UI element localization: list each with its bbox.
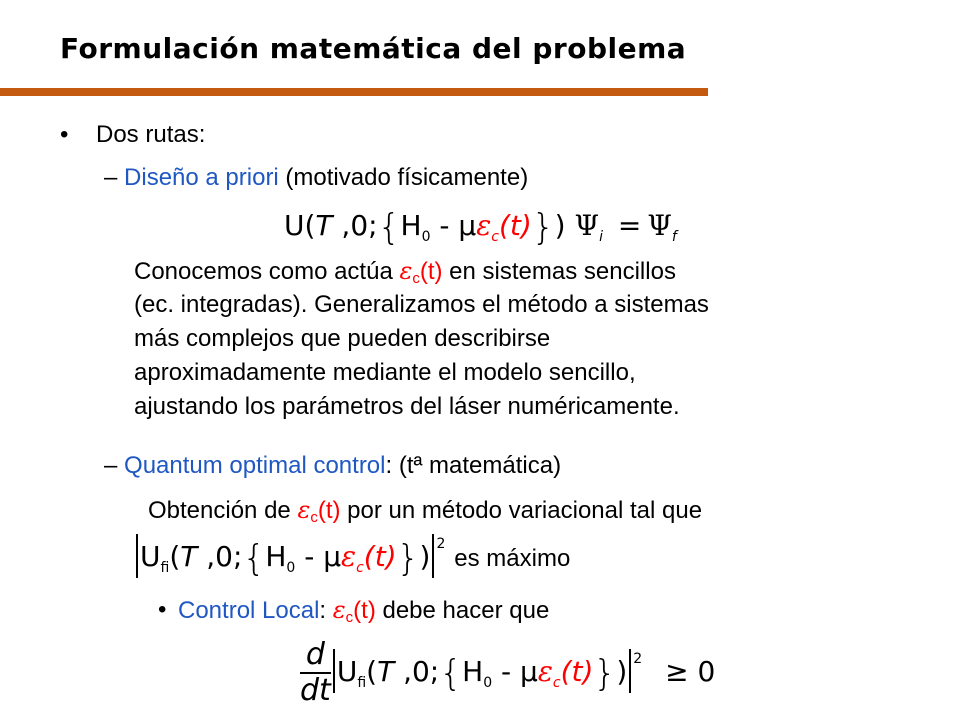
route2-line: [104, 452, 561, 480]
route2-obtencion-line: Obtención de $\varepsilon_c(t)$ por un método variacional tal que: [148, 496, 703, 526]
control-local-line: Control Local: $\varepsilon_c(t)$ debe hacer que: [178, 596, 550, 626]
route2-dash: –: [104, 452, 118, 479]
equation-max-probability: $U_{fi}(T$ $,0;\{H_0 - \mu\varepsilon_c(t)\}$) $^2$ es máximo: [134, 534, 570, 579]
bullet-marker: •: [60, 121, 69, 148]
route2-label: Quantum optimal control: [124, 452, 386, 479]
route1-paragraph-line1: Conocemos como actúa $\varepsilon_c(t)$ en sistemas sencillos: [134, 257, 676, 287]
control-local-label: Control Local: [178, 597, 320, 624]
title-underline-bar: [0, 88, 708, 96]
local-bullet-marker: •: [158, 596, 167, 623]
route1-paragraph-line3: más complejos que pueden describirse: [134, 325, 551, 352]
page-title: Formulación matemática del problema: [60, 32, 687, 65]
route1-paragraph-line2: (ec. integradas). Generalizamos el método a sistemas: [134, 291, 709, 318]
eps-t-placeholder: (t): [317, 497, 341, 524]
route1-paragraph-line5: ajustando los parámetros del láser numéricamente.: [134, 393, 680, 420]
route1-note: (motivado físicamente): [278, 164, 529, 191]
equation-unitary-target: U(T $,0;\{H_0 - \mu\varepsilon_c(t)\}$) $\Psi_i = \Psi_f$: [284, 207, 677, 248]
route1-dash: –: [104, 164, 118, 191]
derivative-fraction: $\frac{d}{dt}$: [300, 637, 331, 708]
bullet-dos-rutas: Dos rutas:: [96, 121, 206, 148]
route1-paragraph-line4: aproximadamente mediante el modelo sencillo,: [134, 359, 636, 386]
equation-local-control: $\frac{d}{dt}$ $U_{fi}(T$ $,0;\{H_0 - \mu\varepsilon_c(t)\}$) $^2$ ≥ 0: [300, 637, 716, 708]
route2-note: : (tª matemática): [385, 452, 562, 479]
route1-label: Diseño a priori: [124, 164, 279, 191]
route1-line: [104, 164, 528, 192]
